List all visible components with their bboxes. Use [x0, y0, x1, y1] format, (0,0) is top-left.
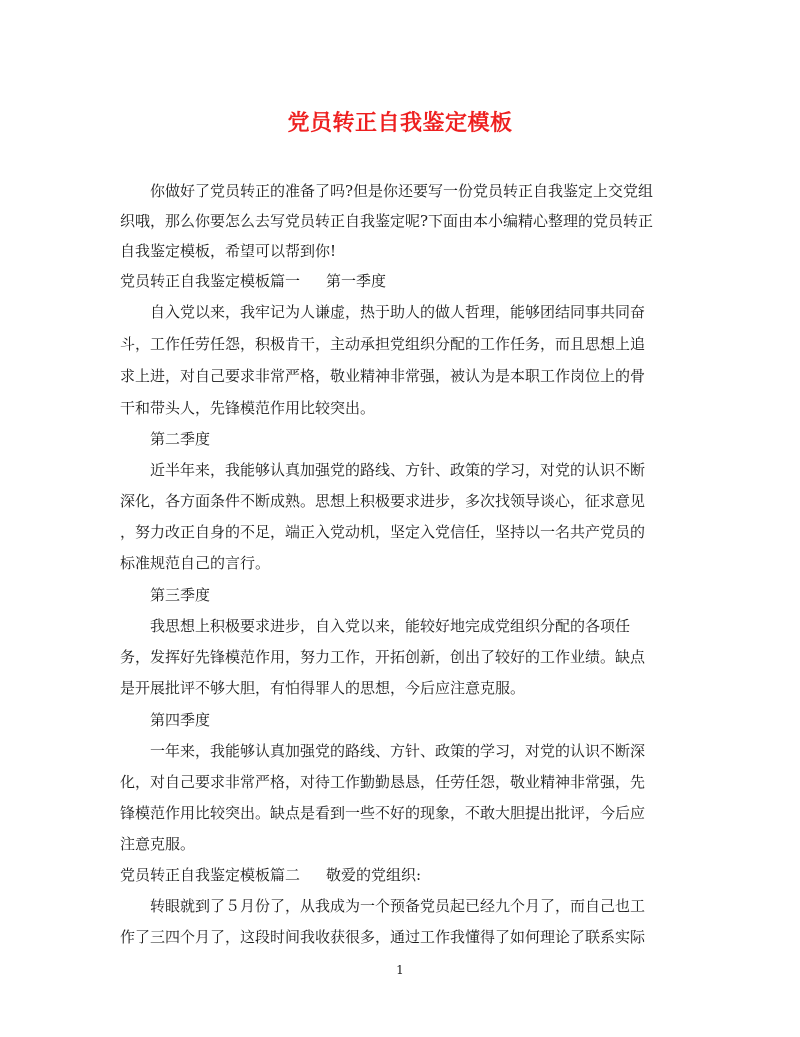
paragraph-line: 求上进，对自己要求非常严格，敬业精神非常强，被认为是本职工作岗位上的骨 [120, 367, 646, 385]
paragraph-line: 你做好了党员转正的准备了吗?但是你还要写一份党员转正自我鉴定上交党组 [150, 182, 654, 200]
paragraph-line: ，努力改正自身的不足，端正入党动机，坚定入党信任，坚持以一名共产党员的 [120, 523, 646, 541]
paragraph-line: 转眼就到了５月份了，从我成为一个预备党员起已经九个月了，而自己也工 [150, 897, 646, 915]
section-heading-row [120, 865, 421, 885]
paragraph-line: 干和带头人，先锋模范作用比较突出。 [120, 399, 376, 417]
section-heading: 党员转正自我鉴定模板篇二 [120, 866, 301, 884]
paragraph-line: 务，发挥好先锋模范作用，努力工作，开拓创新，创出了较好的工作业绩。缺点 [120, 648, 646, 666]
salutation: 敬爱的党组织: [326, 866, 422, 884]
paragraph-line: 自入党以来，我牢记为人谦虚，热于助人的做人哲理，能够团结同事共同奋 [150, 303, 646, 321]
paragraph-line: 锋模范作用比较突出。缺点是看到一些不好的现象，不敢大胆提出批评，今后应 [120, 804, 646, 822]
paragraph-line: 斗，工作任劳任怨，积极肯干，主动承担党组织分配的工作任务，而且思想上追 [120, 335, 646, 353]
paragraph-line: 一年来，我能够认真加强党的路线、方针、政策的学习，对党的认识不断深 [150, 742, 646, 760]
quarter-label: 第三季度 [150, 586, 211, 604]
paragraph-line: 织哦，那么你要怎么去写党员转正自我鉴定呢?下面由本小编精心整理的党员转正 [120, 212, 654, 230]
paragraph-line: 自我鉴定模板，希望可以帮到你! [120, 242, 337, 260]
page-number: 1 [396, 963, 404, 977]
paragraph-line: 化，对自己要求非常严格，对待工作勤勤恳恳，任劳任怨，敬业精神非常强，先 [120, 773, 646, 791]
paragraph-line: 是开展批评不够大胆，有怕得罪人的思想，今后应注意克服。 [120, 679, 526, 697]
section-heading-row [120, 271, 386, 291]
quarter-label: 第二季度 [150, 430, 211, 448]
paragraph-line: 作了三四个月了，这段时间我收获很多，通过工作我懂得了如何理论了联系实际 [120, 928, 646, 946]
paragraph-line: 标准规范自己的言行。 [120, 554, 271, 572]
paragraph-line: 近半年来，我能够认真加强党的路线、方针、政策的学习，对党的认识不断 [150, 461, 646, 479]
paragraph-line: 深化，各方面条件不断成熟。思想上积极要求进步，多次找领导谈心，征求意见 [120, 492, 646, 510]
paragraph-line: 我思想上积极要求进步，自入党以来，能较好地完成党组织分配的各项任 [150, 617, 631, 635]
quarter-label: 第四季度 [150, 711, 211, 729]
document-title: 党员转正自我鉴定模板 [287, 110, 513, 136]
section-heading: 党员转正自我鉴定模板篇一 [120, 272, 301, 290]
paragraph-line: 注意克服。 [120, 835, 196, 853]
quarter-label: 第一季度 [326, 272, 387, 290]
